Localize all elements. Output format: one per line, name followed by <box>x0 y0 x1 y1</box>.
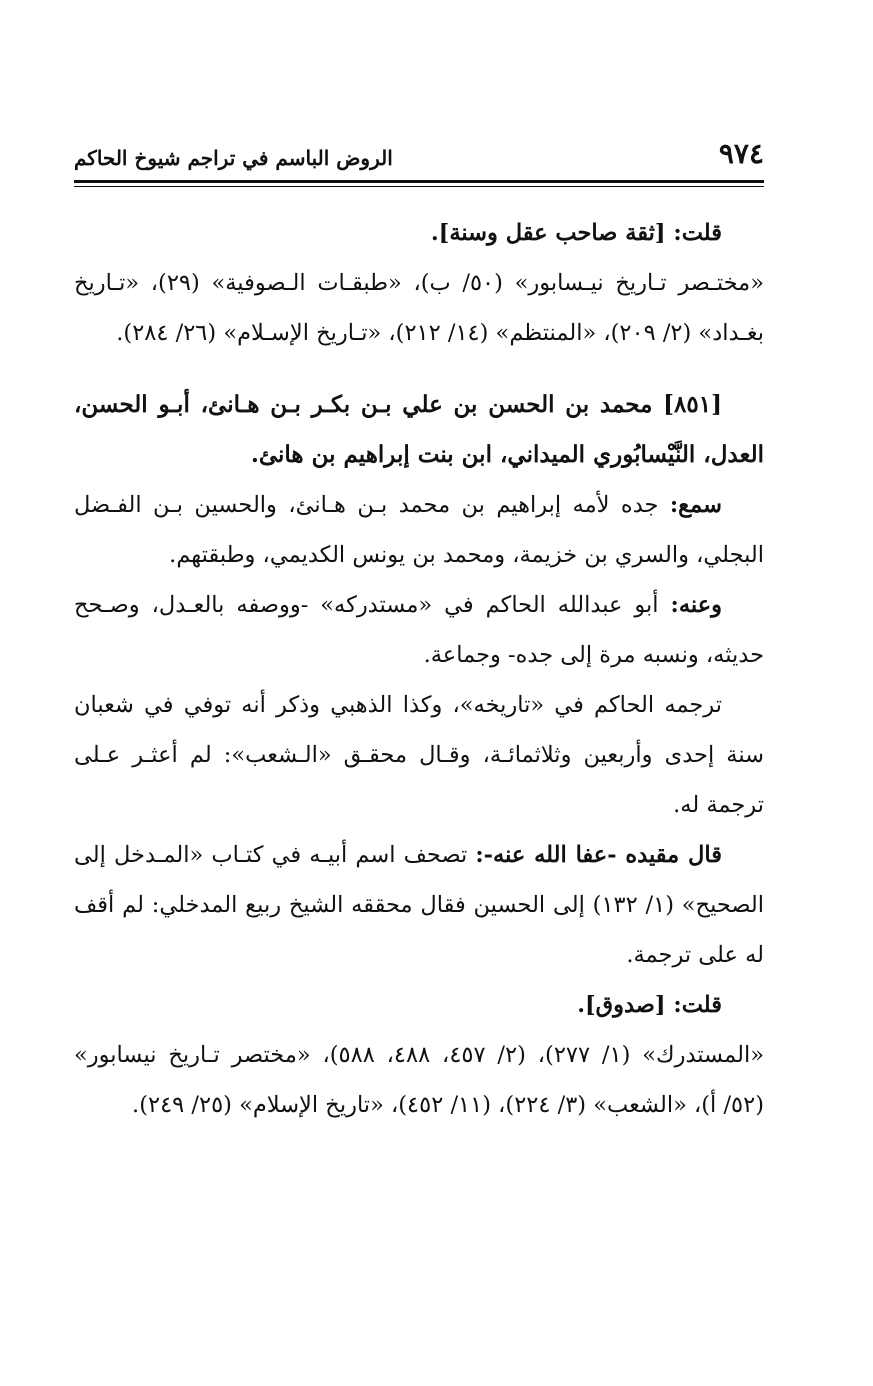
editor-note-paragraph <box>74 830 764 980</box>
heard-text: جده لأمه إبراهيم بن محمد بـن هـانئ، والحسين بـن الفـضل البجلي، والسري بن خزيمة، ومحمد بن يونس الكديمي، وطبقتهم. <box>74 492 764 568</box>
header-rule-thin <box>74 186 764 187</box>
from-him-paragraph <box>74 580 764 680</box>
heard-label: سمع: <box>669 492 722 518</box>
page-body <box>74 208 764 1130</box>
sources-paragraph-2: «المستدرك» (١/ ٢٧٧)، (٢/ ٤٥٧، ٤٨٨، ٥٨٨)، «مختصر تـاريخ نيسابور» (٥٢/ أ)، «الشعب» (٣/ ٢٢٤)، (١١/ ٤٥٢)، «تاريخ الإسلام» (٢٥/ ٢٤٩). <box>74 1042 764 1118</box>
verdict-paragraph: قلت: [ثقة صاحب عقل وسنة]. <box>430 220 722 246</box>
page-header <box>74 138 764 180</box>
sources-paragraph: «مختـصر تـاريخ نيـسابور» (٥٠/ ب)، «طبقـات الـصوفية» (٢٩)، «تـاريخ بغـداد» (٢/ ٢٠٩)، «المنتظم» (١٤/ ٢١٢)، «تـاريخ الإسـلام» (٢٦/ ٢٨٤). <box>74 270 764 346</box>
entry-heading: [٨٥١] محمد بن الحسن بن علي بـن بكـر بـن هـانئ، أبـو الحسن، العدل، النَّيْسابُوري الميداني، ابن بنت إبراهيم بن هانئ. <box>74 391 764 468</box>
biography-paragraph: ترجمه الحاكم في «تاريخه»، وكذا الذهبي وذكر أنه توفي في شعبان سنة إحدى وأربعين وثلاثمائـة، وقـال محقـق «الـشعب»: لم أعثـر عـلى ترجمة له. <box>74 692 764 818</box>
heard-paragraph <box>74 480 764 580</box>
verdict-paragraph-2: قلت: [صدوق]. <box>577 992 722 1018</box>
from-him-text: أبو عبدالله الحاكم في «مستدركه» -ووصفه بالعـدل، وصـحح حديثه، ونسبه مرة إلى جده- وجماعة. <box>74 592 764 668</box>
editor-note-label: قال مقيده -عفا الله عنه-: <box>475 842 723 868</box>
page-number: ٩٧٤ <box>718 137 764 170</box>
header-rule-thick <box>74 180 764 183</box>
book-title: الروض الباسم في تراجم شيوخ الحاكم <box>74 146 393 170</box>
editor-note-text: تصحف اسم أبيـه في كتـاب «المـدخل إلى الصحيح» (١/ ١٣٢) إلى الحسين فقال محققه الشيخ ربيع المدخلي: لم أقف له على ترجمة. <box>74 842 765 968</box>
from-him-label: وعنه: <box>670 592 722 618</box>
